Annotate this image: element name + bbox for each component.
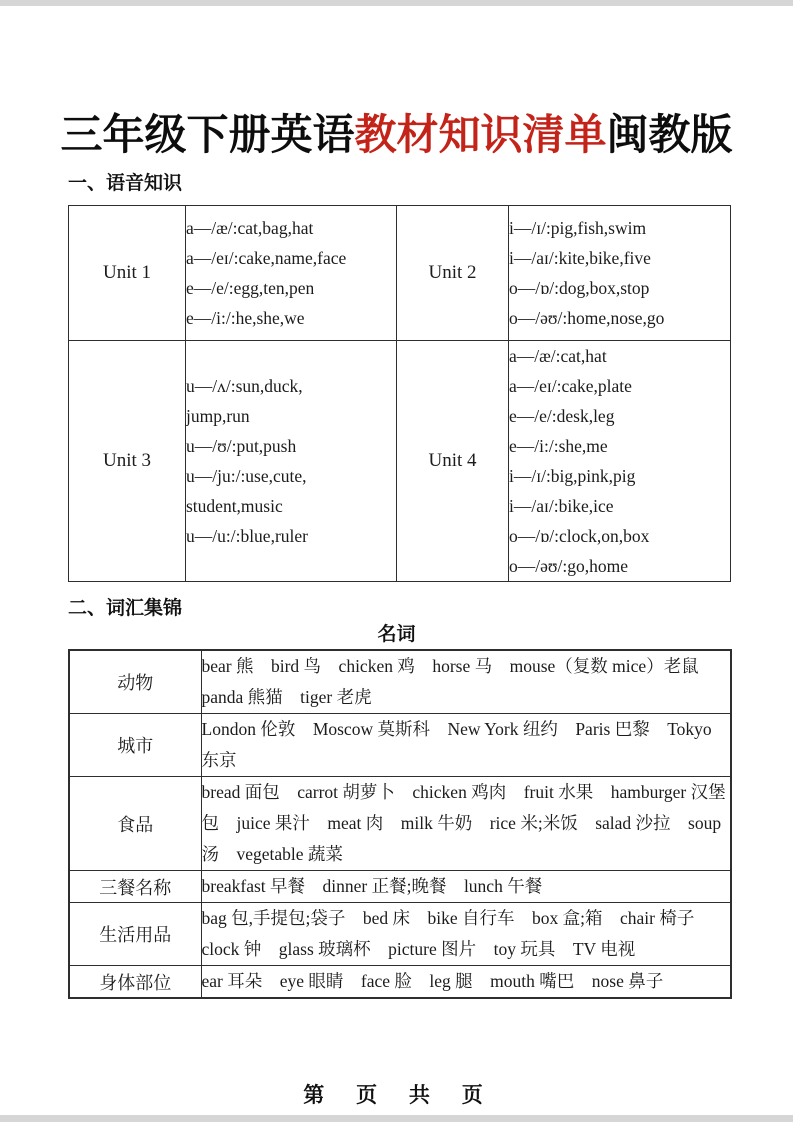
unit-2-label-cell: Unit 2 xyxy=(397,206,509,341)
section1-heading: 一、语音知识 xyxy=(68,173,183,194)
unit-2-content-cell xyxy=(509,206,731,341)
phonics-line: a—/eɪ/:cake,name,face xyxy=(186,248,347,268)
scan-edge-top xyxy=(0,0,793,6)
unit-4-content-cell xyxy=(509,341,731,582)
vocabulary-table xyxy=(68,649,732,999)
phonics-line: i—/aɪ/:kite,bike,five xyxy=(509,248,651,268)
phonics-line: o—/əʊ/:go,home xyxy=(509,556,628,576)
phonics-line: o—/ɒ/:clock,on,box xyxy=(509,526,650,546)
phonics-row-2 xyxy=(69,341,731,582)
title-part-highlight: 教材知识清单 xyxy=(354,111,607,159)
phonics-line: i—/ɪ/:pig,fish,swim xyxy=(509,218,647,238)
unit-3-content-cell xyxy=(186,341,397,582)
category-cell: 动物 xyxy=(69,650,201,714)
vocab-row-body-parts xyxy=(69,966,731,999)
vocab-row-animals xyxy=(69,650,731,714)
phonics-line: a—/eɪ/:cake,plate xyxy=(509,376,632,396)
unit-3-label-cell: Unit 3 xyxy=(69,341,186,582)
phonics-line: u—/ʊ/:put,push xyxy=(186,436,297,456)
unit-1-label-cell: Unit 1 xyxy=(69,206,186,341)
content-cell: bag 包,手提包;袋子 bed 床 bike 自行车 box 盒;箱 chair 椅子 clock 钟 glass 玻璃杯 picture 图片 toy 玩具 TV 电视 xyxy=(201,903,731,966)
phonics-line: a—/æ/:cat,hat xyxy=(509,346,607,366)
phonics-line: a—/æ/:cat,bag,hat xyxy=(186,218,314,238)
phonics-line: o—/ɒ/:dog,box,stop xyxy=(509,278,650,298)
category-cell: 食品 xyxy=(69,777,201,871)
phonics-line: e—/e/:desk,leg xyxy=(509,406,615,426)
category-cell: 城市 xyxy=(69,714,201,777)
category-cell: 生活用品 xyxy=(69,903,201,966)
vocab-row-daily-items xyxy=(69,903,731,966)
vocab-row-meals xyxy=(69,871,731,903)
scan-edge-bottom xyxy=(0,1115,793,1122)
content-cell: London 伦敦 Moscow 莫斯科 New York 纽约 Paris 巴黎 Tokyo 东京 xyxy=(201,714,731,777)
phonics-line: u—/ʌ/:sun,duck, xyxy=(186,376,303,396)
phonics-line: i—/aɪ/:bike,ice xyxy=(509,496,614,516)
unit-1-content-cell xyxy=(186,206,397,341)
content-cell: bread 面包 carrot 胡萝卜 chicken 鸡肉 fruit 水果 hamburger 汉堡包 juice 果汁 meat 肉 milk 牛奶 rice 米;米饭 salad 沙拉 soup 汤 vegetable 蔬菜 xyxy=(201,777,731,871)
title-part-right: 闽教版 xyxy=(606,111,733,159)
unit-4-label-cell: Unit 4 xyxy=(397,341,509,582)
phonics-line: e—/i:/:she,me xyxy=(509,436,608,456)
category-cell: 身体部位 xyxy=(69,966,201,999)
page-footer: 第 页 共 页 xyxy=(303,1084,490,1107)
nouns-subheading: 名词 xyxy=(377,624,416,645)
vocab-row-food xyxy=(69,777,731,871)
phonics-line: u—/ju:/:use,cute, xyxy=(186,466,307,486)
phonics-table xyxy=(68,205,731,582)
phonics-line: student,music xyxy=(186,496,283,516)
vocab-row-cities xyxy=(69,714,731,777)
category-cell: 三餐名称 xyxy=(69,871,201,903)
phonics-line: jump,run xyxy=(186,406,250,426)
page-title xyxy=(0,102,793,162)
phonics-line: e—/e/:egg,ten,pen xyxy=(186,278,315,298)
phonics-line: o—/əʊ/:home,nose,go xyxy=(509,308,665,328)
phonics-line: i—/ɪ/:big,pink,pig xyxy=(509,466,636,486)
phonics-row-1 xyxy=(69,206,731,341)
content-cell: bear 熊 bird 鸟 chicken 鸡 horse 马 mouse（复数 mice）老鼠 panda 熊猫 tiger 老虎 xyxy=(201,650,731,714)
section2-heading: 二、词汇集锦 xyxy=(68,598,183,619)
title-part-left: 三年级下册英语 xyxy=(60,111,355,159)
phonics-line: u—/u:/:blue,ruler xyxy=(186,526,308,546)
phonics-line: e—/i:/:he,she,we xyxy=(186,308,305,328)
content-cell: breakfast 早餐 dinner 正餐;晚餐 lunch 午餐 xyxy=(201,871,731,903)
content-cell: ear 耳朵 eye 眼睛 face 脸 leg 腿 mouth 嘴巴 nose 鼻子 xyxy=(201,966,731,999)
